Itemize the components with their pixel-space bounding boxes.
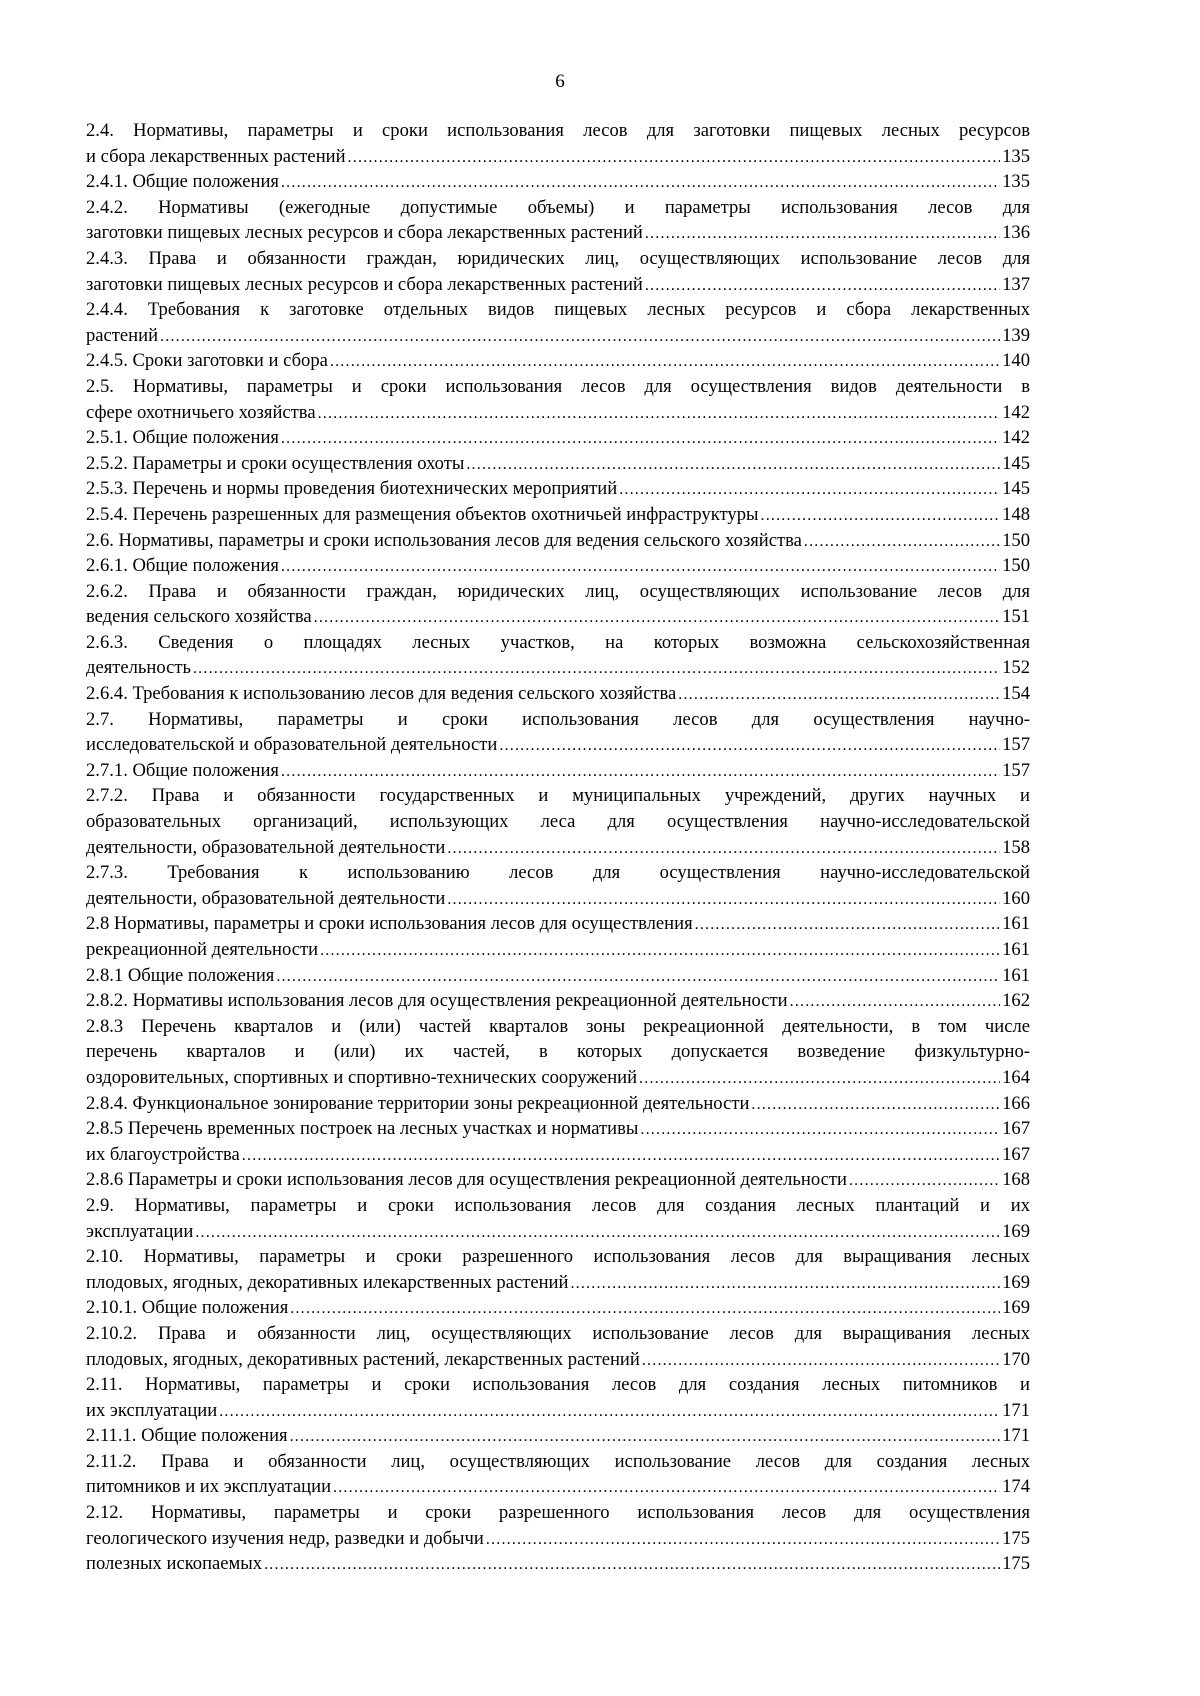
toc-entry-text: 2.8.1 Общие положения (86, 964, 275, 986)
toc-entry-line (86, 886, 1030, 912)
toc-entry-line (86, 835, 1030, 861)
toc-entry-line (86, 681, 1030, 707)
dot-leader (314, 605, 1000, 630)
toc-entry-text: 2.5.2. Параметры и сроки осуществления охоты (86, 452, 465, 474)
toc-entry-text: и сбора лекарственных растений (86, 145, 346, 167)
toc-entry (86, 681, 1030, 707)
toc-entry (86, 1116, 1030, 1142)
toc-entry (86, 553, 1030, 579)
toc-entry-line (86, 272, 1030, 298)
toc-entry-line (86, 1091, 1030, 1117)
toc-entry-line (86, 553, 1030, 579)
toc-entry (86, 707, 1030, 758)
toc-page-number: 151 (1002, 606, 1030, 628)
toc-entry-line (86, 323, 1030, 349)
toc-entry-text: 2.5.1. Общие положения (86, 427, 279, 449)
toc-entry-line (86, 988, 1030, 1014)
dot-leader (242, 1143, 1000, 1168)
toc-entry-line (86, 1270, 1030, 1296)
toc-entry-text: 2.4. Нормативы, параметры и сроки использования лесов для заготовки пищевых лесных ресурсов (86, 120, 1030, 141)
toc-entry (86, 1244, 1030, 1295)
toc-entry-text: 2.12. Нормативы, параметры и сроки разрешенного использования лесов для осуществления (86, 1502, 1030, 1524)
toc-entry-text: деятельности, образовательной деятельности (86, 836, 446, 858)
toc-page-number: 150 (1002, 529, 1030, 551)
toc-page-number: 145 (1002, 452, 1030, 474)
toc-entry-text: их эксплуатации (86, 1399, 218, 1421)
toc-entry (86, 118, 1030, 169)
toc-entry-line (86, 1116, 1030, 1142)
dot-leader (333, 1475, 1000, 1500)
dot-leader (219, 1399, 1000, 1424)
toc-entry (86, 1142, 1030, 1168)
toc-page-number: 171 (1002, 1399, 1030, 1421)
dot-leader (761, 503, 1001, 528)
toc-page-number: 145 (1002, 478, 1030, 500)
toc-entry (86, 374, 1030, 425)
toc-entry-line (86, 630, 1030, 656)
toc-entry-text: 2.11. Нормативы, параметры и сроки использования лесов для создания лесных питомников и (86, 1374, 1030, 1396)
toc-entry (86, 1551, 1030, 1577)
toc-entry (86, 758, 1030, 784)
toc-entry (86, 1193, 1030, 1244)
dot-leader (751, 1092, 1000, 1117)
toc-entry-text: перечень кварталов и (или) их частей, в которых допускается возведение физкультурно- (86, 1041, 1030, 1063)
toc-entry (86, 1423, 1030, 1449)
toc-entry-line (86, 1295, 1030, 1321)
dot-leader (645, 273, 1000, 298)
toc-entry (86, 988, 1030, 1014)
toc-entry-text: 2.6.1. Общие положения (86, 555, 279, 577)
toc-entry-line (86, 1014, 1030, 1040)
toc-entry-text: 2.4.2. Нормативы (ежегодные допустимые объемы) и параметры использования лесов для (86, 196, 1030, 218)
toc-entry (86, 1372, 1030, 1423)
toc-entry-line (86, 246, 1030, 272)
toc-entry-text: 2.9. Нормативы, параметры и сроки использования лесов для создания лесных плантаций и их (86, 1194, 1030, 1216)
toc-entry-text: питомников и их эксплуатации (86, 1476, 332, 1498)
toc-entry (86, 246, 1030, 297)
toc-page-number: 164 (1002, 1066, 1030, 1088)
toc-entry-line (86, 220, 1030, 246)
toc-entry (86, 528, 1030, 554)
dot-leader (645, 221, 1000, 246)
toc-entry-text: 2.8.4. Функциональное зонирование территории зоны рекреационной деятельности (86, 1092, 750, 1114)
dot-leader (264, 1552, 1000, 1577)
toc-entry-line (86, 1193, 1030, 1219)
toc-entry-text: 2.7. Нормативы, параметры и сроки использования лесов для осуществления научно- (86, 708, 1030, 730)
toc-entry-line (86, 1398, 1030, 1424)
toc-entry (86, 937, 1030, 963)
toc-entry-line (86, 604, 1030, 630)
dot-leader (281, 759, 1000, 784)
toc-page-number: 169 (1002, 1297, 1030, 1319)
toc-entry-text: 2.6. Нормативы, параметры и сроки использования лесов для ведения сельского хозяйства (86, 529, 802, 551)
toc-entry-text: 2.7.3. Требования к использованию лесов для осуществления научно-исследовательской (86, 862, 1030, 884)
toc-entry (86, 1500, 1030, 1551)
dot-leader (290, 1296, 1000, 1321)
dot-leader (849, 1168, 1000, 1193)
toc-page-number: 148 (1002, 503, 1030, 525)
toc-page-number: 140 (1002, 350, 1030, 372)
dot-leader (193, 656, 1000, 681)
toc-page-number: 135 (1002, 145, 1030, 167)
toc-page-number: 135 (1002, 171, 1030, 193)
dot-leader (195, 1220, 1000, 1245)
toc-entry-line (86, 528, 1030, 554)
toc-entry-text: 2.6.4. Требования к использованию лесов для ведения сельского хозяйства (86, 683, 677, 705)
toc-entry-text: 2.10. Нормативы, параметры и сроки разрешенного использования лесов для выращивания лесных (86, 1246, 1030, 1268)
toc-entry-line (86, 1244, 1030, 1270)
toc-entry-line (86, 169, 1030, 195)
toc-entry-text: деятельность (86, 657, 191, 679)
toc-entry-text: заготовки пищевых лесных ресурсов и сбора лекарственных растений (86, 222, 643, 244)
toc-entry-line (86, 655, 1030, 681)
toc-entry-line (86, 809, 1030, 835)
dot-leader (466, 452, 1000, 477)
toc-entry-text: плодовых, ягодных, декоративных растений, лекарственных растений (86, 1348, 640, 1370)
dot-leader (447, 887, 1000, 912)
toc-entry-line (86, 758, 1030, 784)
dot-leader (330, 349, 1000, 374)
toc-entry-text: плодовых, ягодных, декоративных илекарственных растений (86, 1271, 569, 1293)
toc-page-number: 161 (1002, 964, 1030, 986)
dot-leader (619, 477, 1000, 502)
toc-entry-text: растений (86, 324, 159, 346)
dot-leader (318, 401, 1001, 426)
toc-entry (86, 1321, 1030, 1372)
toc-entry-text: 2.7.2. Права и обязанности государственных и муниципальных учреждений, других научных и (86, 785, 1030, 807)
toc-entry-text: ведения сельского хозяйства (86, 606, 312, 628)
dot-leader (570, 1271, 1000, 1296)
dot-leader (642, 1348, 1000, 1373)
toc-page-number: 166 (1002, 1092, 1030, 1114)
toc-entry-text: 2.6.2. Права и обязанности граждан, юридических лиц, осуществляющих использование лесов для (86, 580, 1030, 602)
toc-entry-line (86, 1551, 1030, 1577)
toc-entry (86, 169, 1030, 195)
toc-entry-line (86, 1372, 1030, 1398)
dot-leader (348, 145, 1001, 170)
dot-leader (678, 682, 1000, 707)
toc-entry-line (86, 1167, 1030, 1193)
toc-entry (86, 630, 1030, 681)
toc-entry-text: 2.4.3. Права и обязанности граждан, юридических лиц, осуществляющих использование лесов для (86, 247, 1030, 269)
toc-entry-line (86, 195, 1030, 221)
toc-entry-text: 2.5. Нормативы, параметры и сроки использования лесов для осуществления видов деятельности в (86, 375, 1030, 397)
toc-page-number: 160 (1002, 887, 1030, 909)
toc-entry-text: эксплуатации (86, 1220, 194, 1242)
toc-page-number: 170 (1002, 1348, 1030, 1370)
page-number: 6 (555, 71, 565, 92)
toc-entry-text: заготовки пищевых лесных ресурсов и сбора лекарственных растений (86, 273, 643, 295)
toc-page-number: 157 (1002, 759, 1030, 781)
toc-entry-line (86, 732, 1030, 758)
toc-entry-text: 2.11.1. Общие положения (86, 1425, 288, 1447)
dot-leader (486, 1527, 1000, 1552)
toc-entry-text: 2.4.4. Требования к заготовке отдельных видов пищевых лесных ресурсов и сбора лекарственных (86, 299, 1030, 321)
dot-leader (640, 1117, 1000, 1142)
toc-entry-line (86, 1142, 1030, 1168)
toc-entry-line (86, 118, 1030, 144)
toc-page-number: 161 (1002, 939, 1030, 960)
toc-entry-line (86, 1065, 1030, 1091)
toc-entry-line (86, 1449, 1030, 1475)
dot-leader (695, 912, 1000, 937)
toc-entry (86, 425, 1030, 451)
dot-leader (447, 836, 1000, 861)
toc-entry-line (86, 502, 1030, 528)
toc-entry-line (86, 963, 1030, 989)
dot-leader (790, 989, 1000, 1014)
dot-leader (276, 964, 1000, 989)
toc-page-number: 171 (1002, 1425, 1030, 1447)
dot-leader (499, 733, 1000, 758)
toc-entry-line (86, 1347, 1030, 1373)
dot-leader (160, 324, 1000, 349)
toc-entry-line (86, 425, 1030, 451)
toc-page-number: 168 (1002, 1169, 1030, 1191)
toc-entry (86, 1449, 1030, 1500)
dot-leader (804, 529, 1000, 554)
toc-entry-line (86, 1526, 1030, 1552)
toc-entry-text: 2.8.2. Нормативы использования лесов для осуществления рекреационной деятельности (86, 990, 788, 1012)
toc-page-number: 162 (1002, 990, 1030, 1012)
toc-entry-line (86, 144, 1030, 170)
dot-leader (281, 170, 1000, 195)
toc-entry-text: 2.8 Нормативы, параметры и сроки использования лесов для осуществления (86, 913, 693, 935)
toc-entry (86, 783, 1030, 860)
toc-entry-line (86, 451, 1030, 477)
toc-entry (86, 502, 1030, 528)
toc-entry-text: их благоустройства (86, 1143, 240, 1165)
toc-entry-text: 2.7.1. Общие положения (86, 759, 279, 781)
toc-entry-line (86, 937, 1030, 963)
toc-page-number: 150 (1002, 555, 1030, 577)
toc-entry-text: сфере охотничьего хозяйства (86, 401, 316, 423)
toc-entry-line (86, 1321, 1030, 1347)
toc-entry-text: геологического изучения недр, разведки и добычи (86, 1527, 484, 1549)
table-of-contents (86, 118, 1030, 1577)
toc-entry (86, 1167, 1030, 1193)
toc-page-number: 169 (1002, 1220, 1030, 1242)
toc-entry-text: оздоровительных, спортивных и спортивно-технических сооружений (86, 1066, 638, 1088)
toc-page-number: 167 (1002, 1143, 1030, 1165)
toc-entry-text: деятельности, образовательной деятельности (86, 887, 446, 909)
dot-leader (281, 426, 1000, 451)
toc-page-number: 136 (1002, 222, 1030, 244)
toc-entry (86, 297, 1030, 348)
dot-leader (320, 938, 1000, 963)
toc-entry-text: образовательных организаций, использующих леса для осуществления научно-исследовательской (86, 811, 1030, 833)
toc-entry-text: 2.4.5. Сроки заготовки и сбора (86, 350, 328, 372)
toc-page-number: 139 (1002, 324, 1030, 346)
toc-entry-text: 2.5.3. Перечень и нормы проведения биотехнических мероприятий (86, 478, 618, 500)
toc-entry-text: 2.8.6 Параметры и сроки использования лесов для осуществления рекреационной деятельности (86, 1169, 847, 1191)
toc-page-number: 142 (1002, 401, 1030, 423)
toc-entry (86, 348, 1030, 374)
toc-page-number: 167 (1002, 1118, 1030, 1140)
toc-entry (86, 579, 1030, 630)
toc-page-number: 161 (1002, 913, 1030, 935)
toc-entry (86, 451, 1030, 477)
toc-entry (86, 1091, 1030, 1117)
toc-entry-line (86, 783, 1030, 809)
toc-page-number: 158 (1002, 836, 1030, 858)
toc-entry-text: 2.4.1. Общие положения (86, 171, 279, 193)
toc-page-number: 169 (1002, 1271, 1030, 1293)
toc-entry (86, 1014, 1030, 1091)
toc-entry-line (86, 707, 1030, 733)
toc-entry-text: 2.5.4. Перечень разрешенных для размещения объектов охотничьей инфраструктуры (86, 503, 759, 525)
toc-page-number: 142 (1002, 427, 1030, 449)
toc-page-number: 157 (1002, 734, 1030, 756)
toc-entry (86, 911, 1030, 937)
toc-entry-line (86, 400, 1030, 426)
toc-page-number: 152 (1002, 657, 1030, 679)
toc-entry (86, 1295, 1030, 1321)
toc-entry-line (86, 348, 1030, 374)
toc-entry-line (86, 860, 1030, 886)
toc-page-number: 175 (1002, 1553, 1030, 1575)
toc-page-number: 174 (1002, 1476, 1030, 1498)
toc-entry-text: 2.10.2. Права и обязанности лиц, осуществляющих использование лесов для выращивания лесных (86, 1322, 1030, 1344)
toc-entry-line (86, 1474, 1030, 1500)
toc-entry-text: рекреационной деятельности (86, 939, 319, 960)
toc-entry-text: 2.8.3 Перечень кварталов и (или) частей кварталов зоны рекреационной деятельности, в том числе (86, 1015, 1030, 1037)
toc-entry-line (86, 297, 1030, 323)
toc-entry-line (86, 1039, 1030, 1065)
toc-entry (86, 476, 1030, 502)
toc-entry-line (86, 374, 1030, 400)
toc-entry-line (86, 911, 1030, 937)
toc-entry-line (86, 579, 1030, 605)
toc-entry (86, 195, 1030, 246)
dot-leader (639, 1066, 1000, 1091)
dot-leader (281, 554, 1000, 579)
toc-entry-line (86, 1219, 1030, 1245)
toc-entry (86, 860, 1030, 911)
toc-entry-text: исследовательской и образовательной деятельности (86, 734, 498, 756)
toc-page-number: 154 (1002, 683, 1030, 705)
toc-entry (86, 963, 1030, 989)
toc-page-number: 175 (1002, 1527, 1030, 1549)
toc-entry-line (86, 476, 1030, 502)
toc-entry-text: 2.10.1. Общие положения (86, 1297, 289, 1319)
dot-leader (290, 1424, 1001, 1449)
toc-page-number: 137 (1002, 273, 1030, 295)
toc-entry-line (86, 1423, 1030, 1449)
toc-entry-text: 2.11.2. Права и обязанности лиц, осуществляющих использование лесов для создания лесных (86, 1450, 1030, 1472)
toc-entry-text: 2.8.5 Перечень временных построек на лесных участках и нормативы (86, 1118, 639, 1140)
toc-entry-line (86, 1500, 1030, 1526)
toc-entry-text: полезных ископаемых (86, 1553, 263, 1575)
toc-entry-text: 2.6.3. Сведения о площадях лесных участков, на которых возможна сельскохозяйственная (86, 631, 1030, 653)
